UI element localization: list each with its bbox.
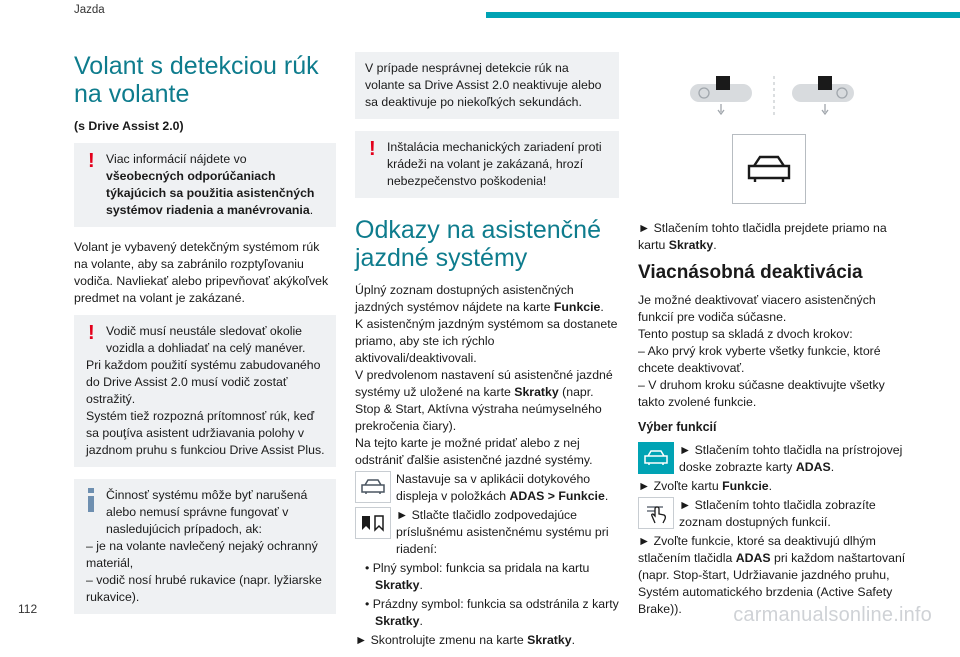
paragraph-multi: Je možné deaktivovať viacero asistenčných funkcií pre vodiča súčasne. xyxy=(638,293,876,324)
adas-settings-row xyxy=(355,471,619,505)
info-line: Činnosť systému môže byť narušená alebo nemusí správne fungovať v nasledujúcich prípadoch, ak: xyxy=(106,488,308,536)
info-line: – vodič nosí hrubé rukavice (napr. lyžiarske rukavice). xyxy=(86,573,322,604)
info-icon xyxy=(88,488,94,512)
adas-button-row xyxy=(638,442,906,476)
warning-icon: ! xyxy=(88,322,95,344)
paragraph-direct-access: K asistenčným jazdným systémom sa dostanete priamo, aby ste ich rýchlo aktivovali/deaktivovali. xyxy=(355,317,618,365)
watermark: carmanualsonline.info xyxy=(733,604,932,626)
steering-controls-icon xyxy=(684,74,864,120)
paragraph-shortcut-button: ► Stlačením tohto tlačidla prejdete priamo na kartu Skratky. xyxy=(638,221,887,252)
icon-text: ► Stlačte tlačidlo zodpovedajúce príslušnému asistenčnému systému pri riadení: xyxy=(396,508,609,556)
bullet-full-symbol: • Plný symbol: funkcia sa pridala na kartu Skratky. xyxy=(365,561,590,592)
subheading-select-functions: Výber funkcií xyxy=(638,420,717,434)
paragraph-steps: Tento postup sa skladá z dvoch krokov: xyxy=(638,327,853,341)
info-box-limitations xyxy=(74,479,336,614)
info-line: – je na volante navlečený nejaký ochranný materiál, xyxy=(86,539,318,570)
section-title-multi-deactivation: Viacnásobná deaktivácia xyxy=(638,262,863,283)
warning-line: Pri každom použití systému zabudovaného do Drive Assist 2.0 musí vodič zostať ostražitý. xyxy=(86,358,321,406)
adas-car-icon xyxy=(638,442,674,474)
bullet-empty-symbol: • Prázdny symbol: funkcia sa odstránila z karty Skratky. xyxy=(365,597,619,628)
subtitle: (s Drive Assist 2.0) xyxy=(74,119,184,133)
section-title-steering: Volant s detekciou rúk na volante xyxy=(74,52,319,108)
hand-touch-icon xyxy=(638,497,674,529)
paragraph-default: V predvolenom nastavení sú asistenčné jazdné systémy už uložené na karte Skratky (napr. Stop & Start, Aktívna výstraha neúmyselného prekročenia čiary). xyxy=(355,368,613,433)
paragraph-hands-detection: Volant je vybavený detekčným systémom rúk na volante, aby sa zabránilo rozptyľovaniu vodiča. Navliekať alebo pripevňovať akýkoľvek predmet na volant je zakázané. xyxy=(74,240,329,305)
section-label: Jazda xyxy=(74,4,105,16)
page-number: 112 xyxy=(18,602,38,616)
car-shortcut-icon xyxy=(746,154,792,184)
car-adas-icon xyxy=(355,471,391,503)
bookmark-row xyxy=(355,507,619,558)
warning-line: Vodič musí neustále sledovať okolie vozidla a dohliadať na celý manéver. xyxy=(106,324,306,355)
paragraph-add-remove: Na tejto karte je možné pridať alebo z nej odstrániť ďalšie asistenčné jazdné systémy. xyxy=(355,436,593,467)
icon-text: ► Stlačením tohto tlačidla zobrazíte zoznam dostupných funkcií. xyxy=(679,498,876,529)
paragraph-select-tab: ► Zvoľte kartu Funkcie. xyxy=(638,479,772,493)
paragraph-check: ► Skontrolujte zmenu na karte Skratky. xyxy=(355,633,575,647)
warning-box-antitheft xyxy=(355,131,619,198)
section-title-shortcuts: Odkazy na asistenčné jazdné systémy xyxy=(355,216,601,272)
warning-text: Inštalácia mechanických zariadení proti krádeži na volant je zakázaná, hrozí nebezpečenstvo poškodenia! xyxy=(387,140,602,188)
column-right xyxy=(638,52,906,626)
column-left xyxy=(74,52,336,626)
box-text: V prípade nesprávnej detekcie rúk na volante sa Drive Assist 2.0 neaktivuje alebo sa deaktivuje po niekoľkých sekundách. xyxy=(365,61,602,109)
icon-text: ► Stlačením tohto tlačidla na prístrojovej doske zobrazte karty ADAS. xyxy=(679,443,903,474)
header-accent-bar xyxy=(486,12,960,18)
step-one: – Ako prvý krok vyberte všetky funkcie, ktoré chcete deaktivovať. xyxy=(638,344,881,375)
warning-box-recommendations xyxy=(74,143,336,227)
warning-text: Viac informácií nájdete vo všeobecných odporúčaniach týkajúcich sa použitia asistenčných systémov riadenia a manévrovania. xyxy=(106,152,315,217)
paragraph-full-list: Úplný zoznam dostupných asistenčných jazdných systémov nájdete na karte Funkcie. xyxy=(355,283,604,314)
paragraph-select-deactivate: ► Zvoľte funkcie, ktoré sa deaktivujú dlhým stlačením tlačidla ADAS pri každom naštartovaní (napr. Stop-štart, Udržiavanie jazdného pruhu, Systém automatického brzdenia (Active Safety Brake)). xyxy=(638,534,906,616)
icon-text: Nastavuje sa v aplikácii dotykového displeja v položkách ADAS > Funkcie. xyxy=(396,472,609,503)
hand-touch-row xyxy=(638,497,906,531)
info-box-wrong-detection xyxy=(355,52,619,119)
warning-icon: ! xyxy=(369,138,376,160)
column-middle xyxy=(355,52,619,657)
warning-line: Systém tiež rozpozná prítomnosť rúk, keď sa pouţíva asistent udržiavania polohy v jazdnom pruhu s funkciou Drive Assist Plus. xyxy=(86,409,325,457)
steering-controls-illustration xyxy=(638,74,906,120)
car-shortcut-button-illustration xyxy=(732,134,806,204)
warning-box-driver xyxy=(74,315,336,467)
step-two: – V druhom kroku súčasne deaktivujte všetky takto zvolené funkcie. xyxy=(638,378,885,409)
warning-icon: ! xyxy=(88,150,95,172)
bookmark-icon xyxy=(355,507,391,539)
